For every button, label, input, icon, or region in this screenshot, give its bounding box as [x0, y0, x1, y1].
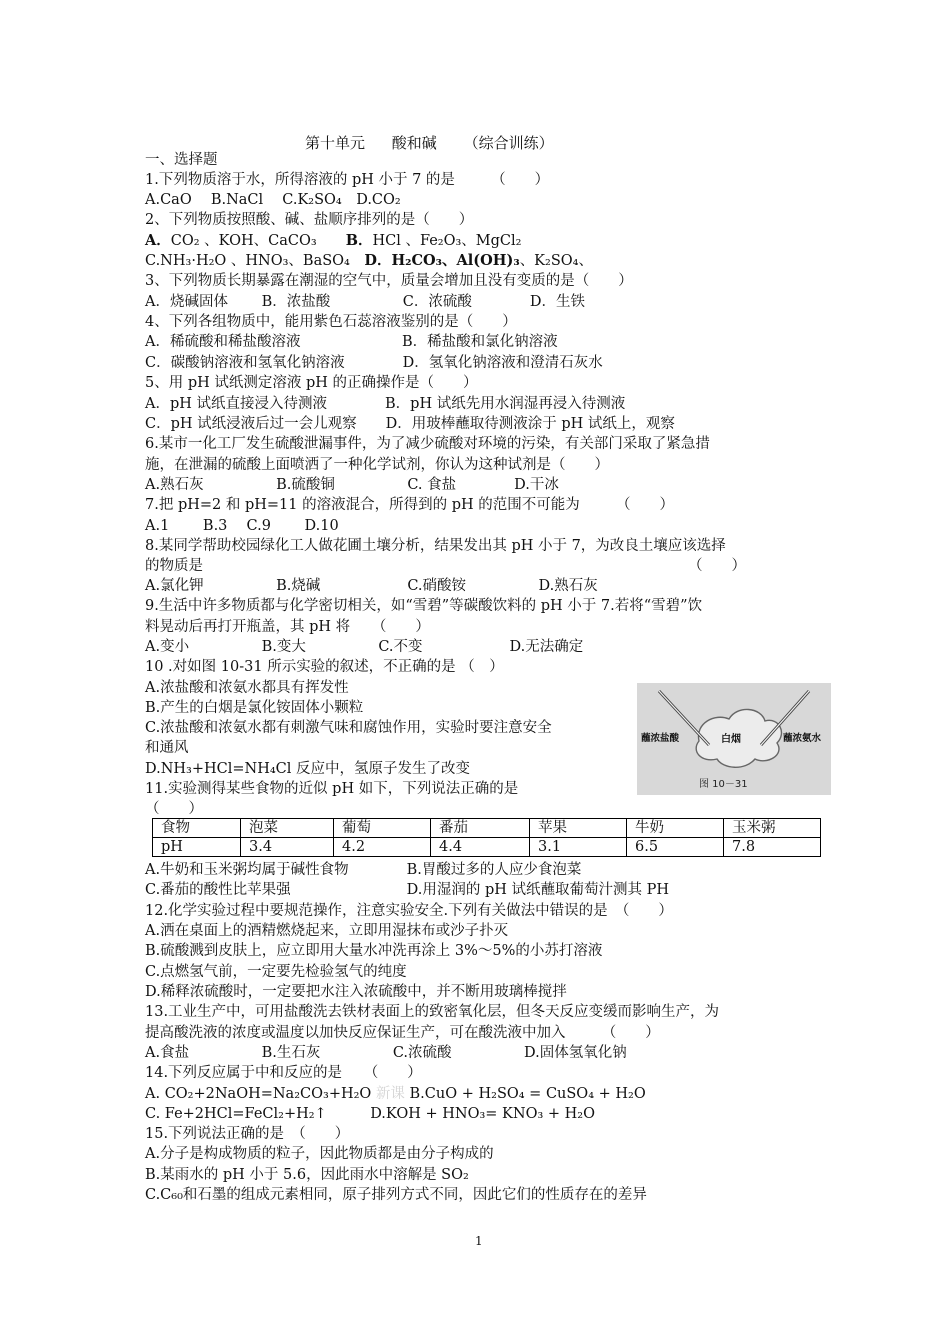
question-12-option-c: C.点燃氢气前，一定要先检验氢气的纯度: [145, 964, 407, 980]
question-10-option-d: D.NH₃+HCl=NH₄Cl 反应中，氢原子发生了改变: [145, 761, 471, 777]
page-number: 1: [475, 1234, 483, 1248]
question-8: 8.某同学帮助校园绿化工人做花圃土壤分析，结果发出其 pH 小于 7，为改良土壤应该选择: [145, 538, 726, 554]
question-6-options: A.熟石灰 B.硫酸铜 C. 食盐 D.干冰: [145, 477, 559, 493]
question-2-options-ab: [145, 231, 521, 251]
figure-label-right: 蘸浓氨水: [783, 733, 822, 744]
experiment-illustration: [637, 683, 831, 795]
question-4-options-ab: A．稀硫酸和稀盐酸溶液 B．稀盐酸和氯化钠溶液: [145, 334, 558, 350]
option-a-text: A. CO₂+2NaOH=Na₂CO₃+H₂O: [145, 1086, 376, 1102]
question-12-option-b: B.硫酸溅到皮肤上，应立即用大量水冲洗再涂上 3%～5%的小苏打溶液: [145, 943, 603, 959]
option-b-text: HCl 、Fe₂O₃、MgCl₂: [372, 233, 522, 249]
title-topic: 酸和碱: [391, 134, 437, 152]
question-1: 1.下列物质溶于水，所得溶液的 pH 小于 7 的是 （ ）: [145, 172, 550, 188]
question-3: 3、下列物质长期暴露在潮湿的空气中，质量会增加且没有变质的是（ ）: [145, 273, 633, 289]
question-5-options-ab: A．pH 试纸直接浸入待测液 B．pH 试纸先用水润湿再浸入待测液: [145, 396, 626, 412]
table-header-cell: 食物: [153, 819, 241, 838]
question-15-option-c: C.C₆₀和石墨的组成元素相同，原子排列方式不同，因此它们的性质存在的差异: [145, 1187, 647, 1203]
question-12-option-d: D.稀释浓硫酸时，一定要把水注入浓硫酸中，并不断用玻璃棒搅拌: [145, 984, 567, 1000]
table-header-cell: 葡萄: [334, 819, 431, 838]
question-10-option-b: B.产生的白烟是氯化铵固体小颗粒: [145, 700, 364, 716]
table-header-cell: 玉米粥: [724, 819, 821, 838]
watermark-text: 新课: [375, 1086, 405, 1102]
question-5-options-cd: C．pH 试纸浸液后过一会儿观察 D．用玻棒蘸取待测液涂于 pH 试纸上，观察: [145, 416, 675, 432]
table-header-cell: 苹果: [530, 819, 627, 838]
question-3-options: A．烧碱固体 B．浓盐酸 C．浓硫酸 D．生铁: [145, 294, 585, 310]
question-14-options-ab: [145, 1084, 646, 1104]
question-6: 6.某市一化工厂发生硫酸泄漏事件，为了减少硫酸对环境的污染，有关部门采取了紧急措: [145, 436, 710, 452]
figure-label-center: 白烟: [721, 734, 741, 745]
option-c-text: C.NH₃·H₂O 、HNO₃、BaSO₄: [145, 253, 365, 269]
table-row: [153, 838, 821, 857]
option-d-text: D．H₂CO₃、Al(OH)₃: [364, 252, 520, 269]
table-cell: 3.4: [241, 838, 334, 857]
experiment-figure: [637, 683, 831, 795]
question-11-paren: （ ）: [145, 801, 203, 817]
page-title: [305, 132, 576, 153]
question-14-options-cd: C. Fe+2HCl=FeCl₂+H₂↑ D.KOH + HNO₃= KNO₃ + H₂O: [145, 1106, 595, 1122]
question-15: 15.下列说法正确的是 （ ）: [145, 1126, 350, 1142]
question-14: 14.下列反应属于中和反应的是 （ ）: [145, 1065, 422, 1081]
question-13-cont: 提高酸洗液的浓度或温度以加快反应保证生产，可在酸洗液中加入 （ ）: [145, 1025, 660, 1041]
table-cell: 4.2: [334, 838, 431, 857]
table-cell: 4.4: [431, 838, 530, 857]
question-9-cont: 料晃动后再打开瓶盖，其 pH 将 （ ）: [145, 619, 430, 635]
question-15-option-b: B.某雨水的 pH 小于 5.6，因此雨水中溶解是 SO₂: [145, 1167, 469, 1183]
question-2-options-cd: [145, 251, 593, 271]
option-b-label: B．: [345, 232, 373, 249]
question-4: 4、下列各组物质中，能用紫色石蕊溶液鉴别的是（ ）: [145, 314, 517, 330]
figure-caption: 图 10－31: [699, 779, 748, 790]
table-cell: pH: [153, 838, 241, 857]
figure-label-left: 蘸浓盐酸: [641, 733, 680, 744]
question-4-options-cd: C．碳酸钠溶液和氢氧化钠溶液 D．氢氧化钠溶液和澄清石灰水: [145, 355, 603, 371]
table-row: [153, 819, 821, 838]
question-11: 11.实验测得某些食物的近似 pH 如下，下列说法正确的是: [145, 781, 519, 797]
question-7-options: A.1 B.3 C.9 D.10: [145, 518, 339, 534]
question-13-options: A.食盐 B.生石灰 C.浓硫酸 D.固体氢氧化钠: [145, 1045, 627, 1061]
question-9-options: A.变小 B.变大 C.不变 D.无法确定: [145, 639, 584, 655]
question-11-options-cd: C.番茄的酸性比苹果强 D.用湿润的 pH 试纸蘸取葡萄汁测其 PH: [145, 882, 670, 898]
table-cell: 7.8: [724, 838, 821, 857]
question-10-option-c: C.浓盐酸和浓氨水都有刺激气味和腐蚀作用，实验时要注意安全: [145, 720, 552, 736]
table-cell: 3.1: [530, 838, 627, 857]
table-header-cell: 泡菜: [241, 819, 334, 838]
ph-table: [152, 818, 821, 857]
table-header-cell: 番茄: [431, 819, 530, 838]
question-15-option-a: A.分子是构成物质的粒子，因此物质都是由分子构成的: [145, 1146, 494, 1162]
question-10-option-c-cont: 和通风: [145, 740, 189, 756]
question-12: 12.化学实验过程中要规范操作，注意实验安全.下列有关做法中错误的是 （ ）: [145, 903, 673, 919]
title-subtitle: （综合训练）: [463, 134, 554, 152]
question-5: 5、用 pH 试纸测定溶液 pH 的正确操作是（ ）: [145, 375, 478, 391]
question-13: 13.工业生产中，可用盐酸洗去铁材表面上的致密氧化层，但冬天反应变缓而影响生产，为: [145, 1004, 720, 1020]
option-d-tail: 、K₂SO₄、: [519, 253, 593, 269]
option-a-text: CO₂ 、KOH、CaCO₃: [170, 233, 346, 249]
question-12-option-a: A.洒在桌面上的酒精燃烧起来，立即用湿抹布或沙子扑灭: [145, 923, 509, 939]
option-b-text: B.CuO + H₂SO₄ = CuSO₄ + H₂O: [404, 1086, 646, 1102]
question-8-paren: （ ）: [688, 558, 746, 574]
question-11-options-ab: A.牛奶和玉米粥均属于碱性食物 B.胃酸过多的人应少食泡菜: [145, 862, 582, 878]
question-10-option-a: A.浓盐酸和浓氨水都具有挥发性: [145, 680, 349, 696]
question-10: 10 .对如图 10-31 所示实验的叙述，不正确的是 （ ）: [145, 659, 504, 675]
table-header-cell: 牛奶: [627, 819, 724, 838]
section-heading: 一、选择题: [145, 152, 218, 168]
question-2: 2、下列物质按照酸、碱、盐顺序排列的是（ ）: [145, 212, 474, 228]
title-unit: 第十单元: [305, 134, 366, 152]
question-8-cont: 的物质是: [145, 558, 203, 574]
question-7: 7.把 pH=2 和 pH=11 的溶液混合，所得到的 pH 的范围不可能为 （ ）: [145, 497, 674, 513]
option-a-label: A．: [145, 232, 171, 249]
question-6-cont: 施，在泄漏的硫酸上面喷洒了一种化学试剂，你认为这种试剂是（ ）: [145, 457, 609, 473]
table-cell: 6.5: [627, 838, 724, 857]
question-1-options: A.CaO B.NaCl C.K₂SO₄ D.CO₂: [145, 192, 401, 208]
question-9: 9.生活中许多物质都与化学密切相关，如“雪碧”等碳酸饮料的 pH 小于 7.若将“雪碧”饮: [145, 598, 703, 614]
question-8-options: A.氯化钾 B.烧碱 C.硝酸铵 D.熟石灰: [145, 578, 598, 594]
